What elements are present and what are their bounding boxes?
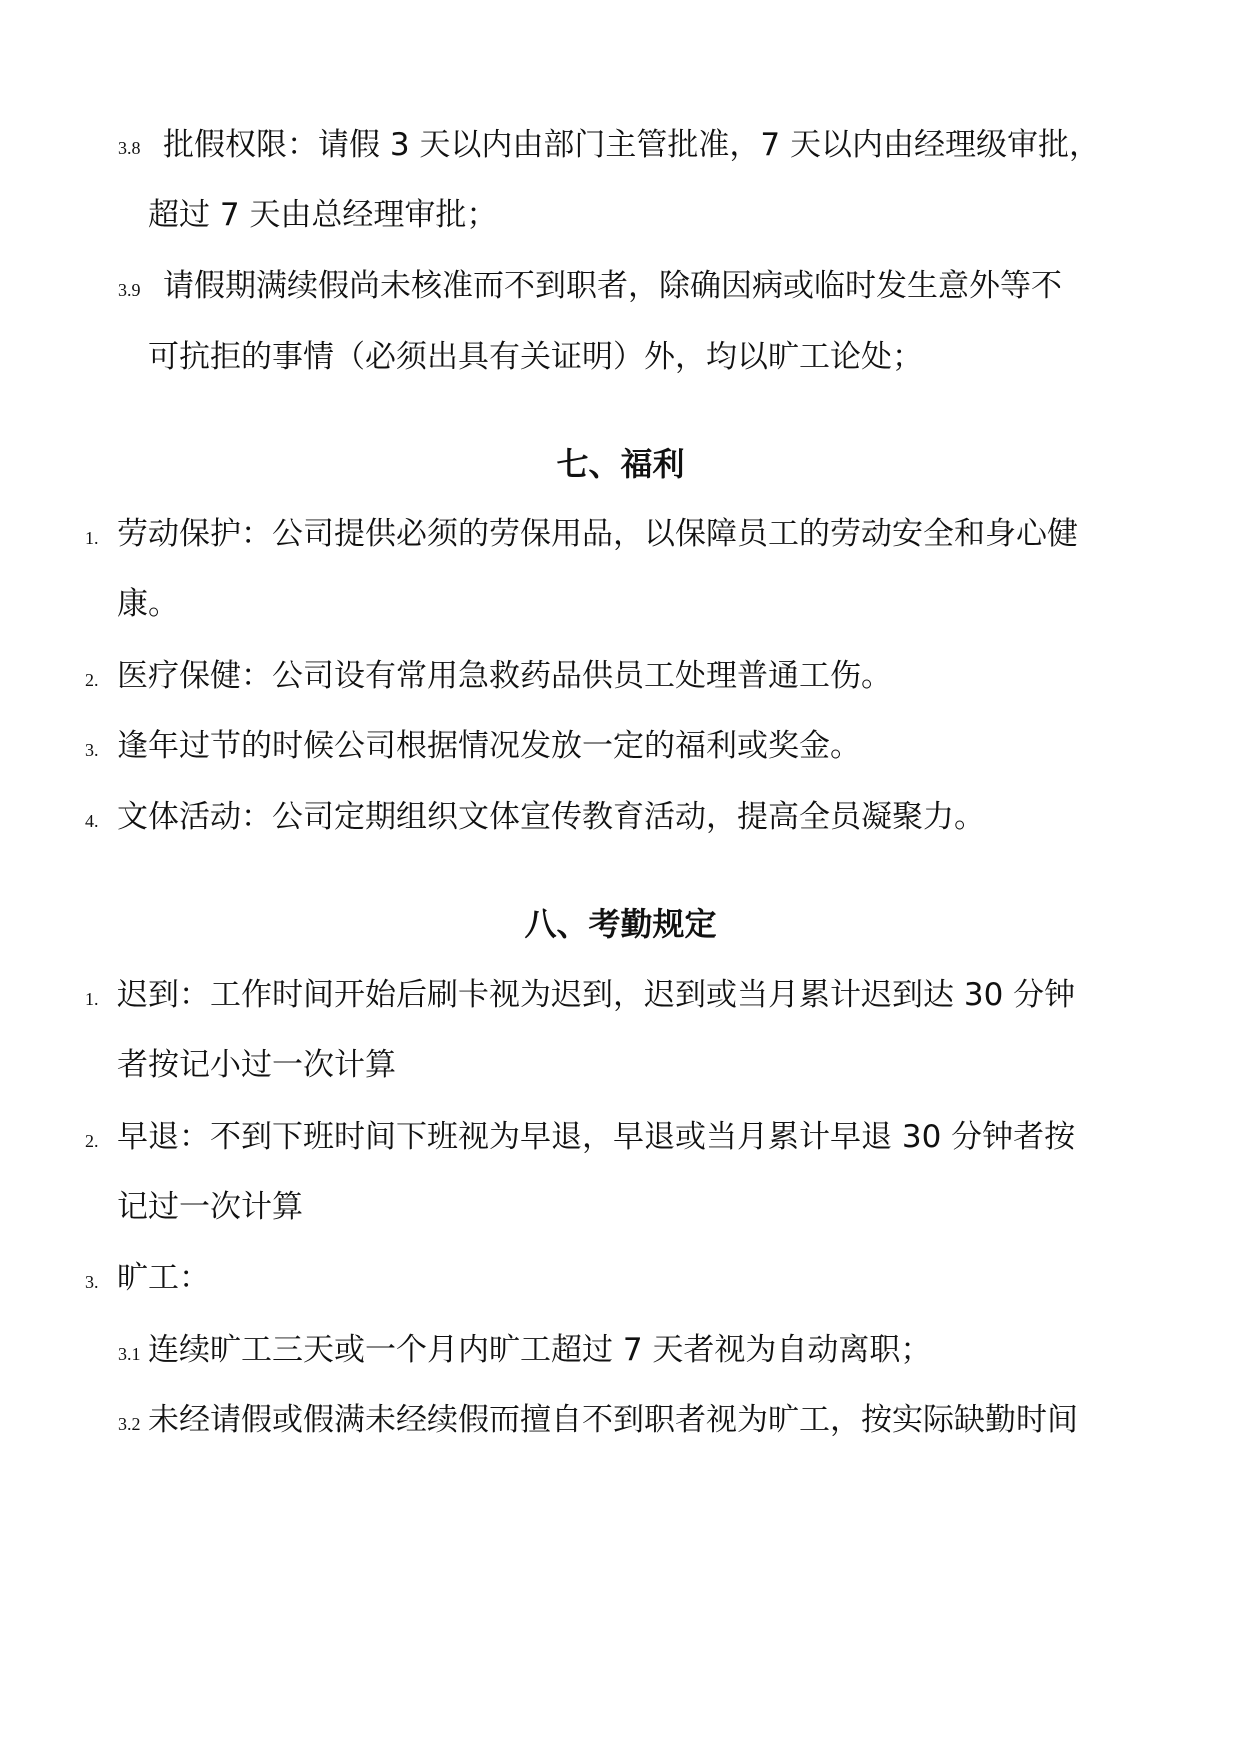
clause-number: 3.1 [118, 1344, 141, 1364]
clause-text-line: 连续旷工三天或一个月内旷工超过 7 天者视为自动离职； [148, 1332, 932, 1368]
clause-text-line: 未经请假或假满未经续假而擅自不到职者视为旷工，按实际缺勤时间 [148, 1402, 1078, 1438]
list-item-text-line: 康。 [117, 586, 179, 622]
clause-number: 3.9 [118, 280, 141, 300]
list-item-text-line: 文体活动：公司定期组织文体宣传教育活动，提高全员凝聚力。 [117, 799, 985, 835]
list-item-text-line: 逢年过节的时候公司根据情况发放一定的福利或奖金。 [117, 728, 861, 764]
clause-text-line: 请假期满续假尚未核准而不到职者，除确因病或临时发生意外等不 [163, 268, 1062, 304]
clause-number: 3.8 [118, 138, 141, 158]
list-number: 3. [85, 1272, 99, 1292]
clause-number: 3.2 [118, 1414, 141, 1434]
list-number: 1. [85, 989, 99, 1009]
list-number: 4. [85, 811, 99, 831]
section-heading-welfare: 七、福利 [556, 445, 685, 483]
section-heading-attendance: 八、考勤规定 [524, 905, 717, 943]
list-item-text-line: 者按记小过一次计算 [117, 1047, 396, 1083]
list-item-text-line: 迟到：工作时间开始后刷卡视为迟到，迟到或当月累计迟到达 30 分钟 [117, 977, 1076, 1013]
list-item-text-line: 早退：不到下班时间下班视为早退，早退或当月累计早退 30 分钟者按 [117, 1119, 1076, 1155]
clause-text-line: 可抗拒的事情（必须出具有关证明）外，均以旷工论处； [148, 339, 923, 375]
list-item-text-line: 劳动保护：公司提供必须的劳保用品，以保障员工的劳动安全和身心健 [117, 516, 1078, 552]
list-number: 1. [85, 528, 99, 548]
list-number: 3. [85, 740, 99, 760]
list-item-text-line: 医疗保健：公司设有常用急救药品供员工处理普通工伤。 [117, 658, 892, 694]
list-number: 2. [85, 670, 99, 690]
list-item-text-line: 旷工： [117, 1260, 210, 1296]
list-item-text-line: 记过一次计算 [117, 1189, 303, 1225]
list-number: 2. [85, 1131, 99, 1151]
clause-text-line: 批假权限：请假 3 天以内由部门主管批准，7 天以内由经理级审批， [163, 127, 1101, 163]
clause-text-line: 超过 7 天由总经理审批； [148, 197, 498, 233]
